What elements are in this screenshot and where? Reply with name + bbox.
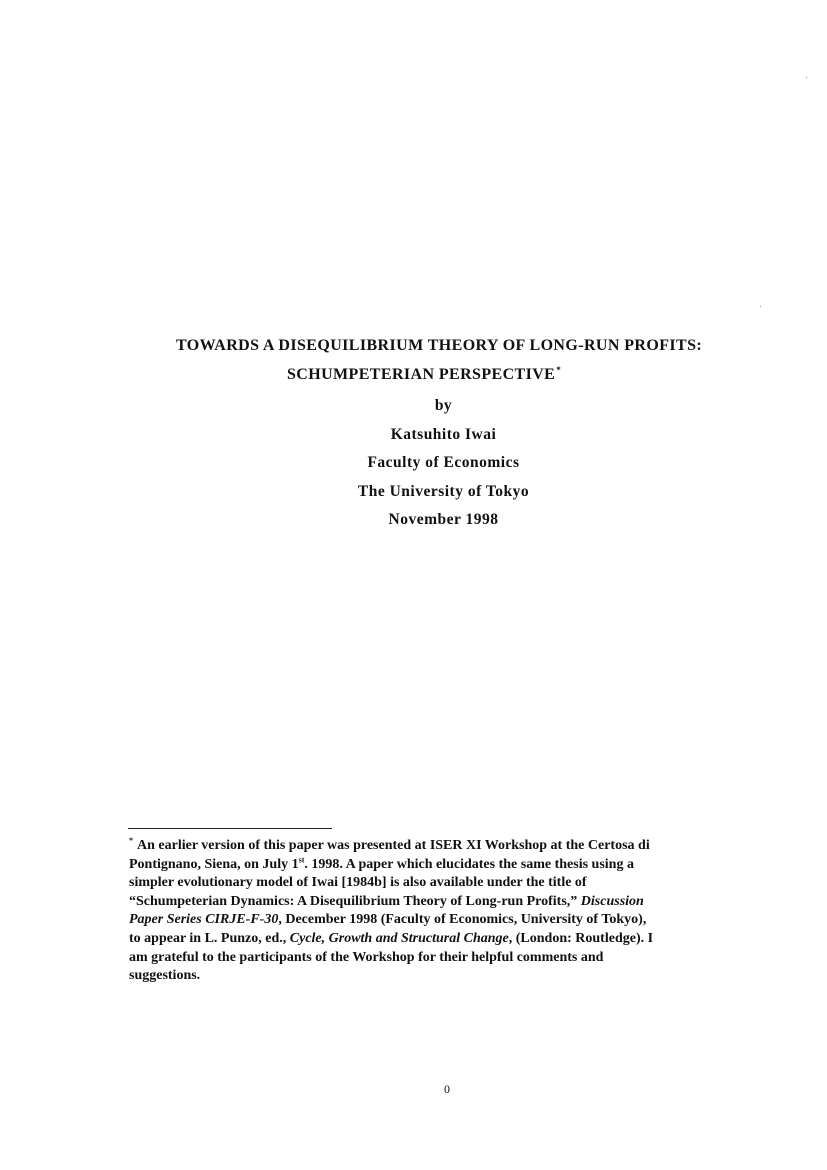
footnote-line [129,837,769,856]
footnote-text: Pontignano, Siena, on July 1 [129,856,299,872]
title-line-2-text: SCHUMPETERIAN PERSPECTIVE [287,366,556,383]
title-line-1: TOWARDS A DISEQUILIBRIUM THEORY OF LONG-RUN PROFITS: [176,337,703,354]
footnote-italic-text: Paper Series CIRJE-F-30 [129,912,279,928]
title-line-2 [287,365,561,385]
author-name: Katsuhito Iwai [390,426,497,443]
footnote-italic-text: Discussion [580,893,644,909]
footnote-line [129,856,769,875]
footnote-text: , (London: Routledge). I [508,930,654,946]
page-number: 0 [444,1082,450,1096]
footnote-text: An earlier version of this paper was presented at ISER XI Workshop at the Certosa di [137,838,650,853]
footnote-text: “Schumpeterian Dynamics: A Disequilibrium Theory of Long-run Profits,” [129,893,581,909]
footnote-line: simpler evolutionary model of Iwai [1984b] is also available under the title of [129,875,587,891]
footnote-line: suggestions. [129,968,201,984]
author-university: The University of Tokyo [357,483,530,500]
footnote-text: . 1998. A paper which elucidates the same thesis using a [304,856,634,872]
footnote-divider [128,828,332,829]
footnote-text: , December 1998 (Faculty of Economics, University of Tokyo), [278,912,647,928]
title-footnote [129,837,769,986]
footnote-marker: * [129,836,133,846]
scan-speck [806,77,807,78]
scan-speck [760,306,761,307]
footnote-line: am grateful to the participants of the Workshop for their helpful comments and [129,949,604,965]
footnote-ordinal: st [298,854,305,864]
footnote-text: to appear in L. Punzo, ed., [129,930,290,946]
byline-by: by [434,397,453,414]
paper-date: November 1998 [388,511,499,528]
author-affiliation: Faculty of Economics [367,454,520,471]
footnote-line [129,930,769,949]
footnote-italic-text: Cycle, Growth and Structural Change [289,930,509,946]
footnote-line [129,893,769,912]
footnote-line [129,911,769,930]
title-footnote-marker: * [556,364,562,375]
